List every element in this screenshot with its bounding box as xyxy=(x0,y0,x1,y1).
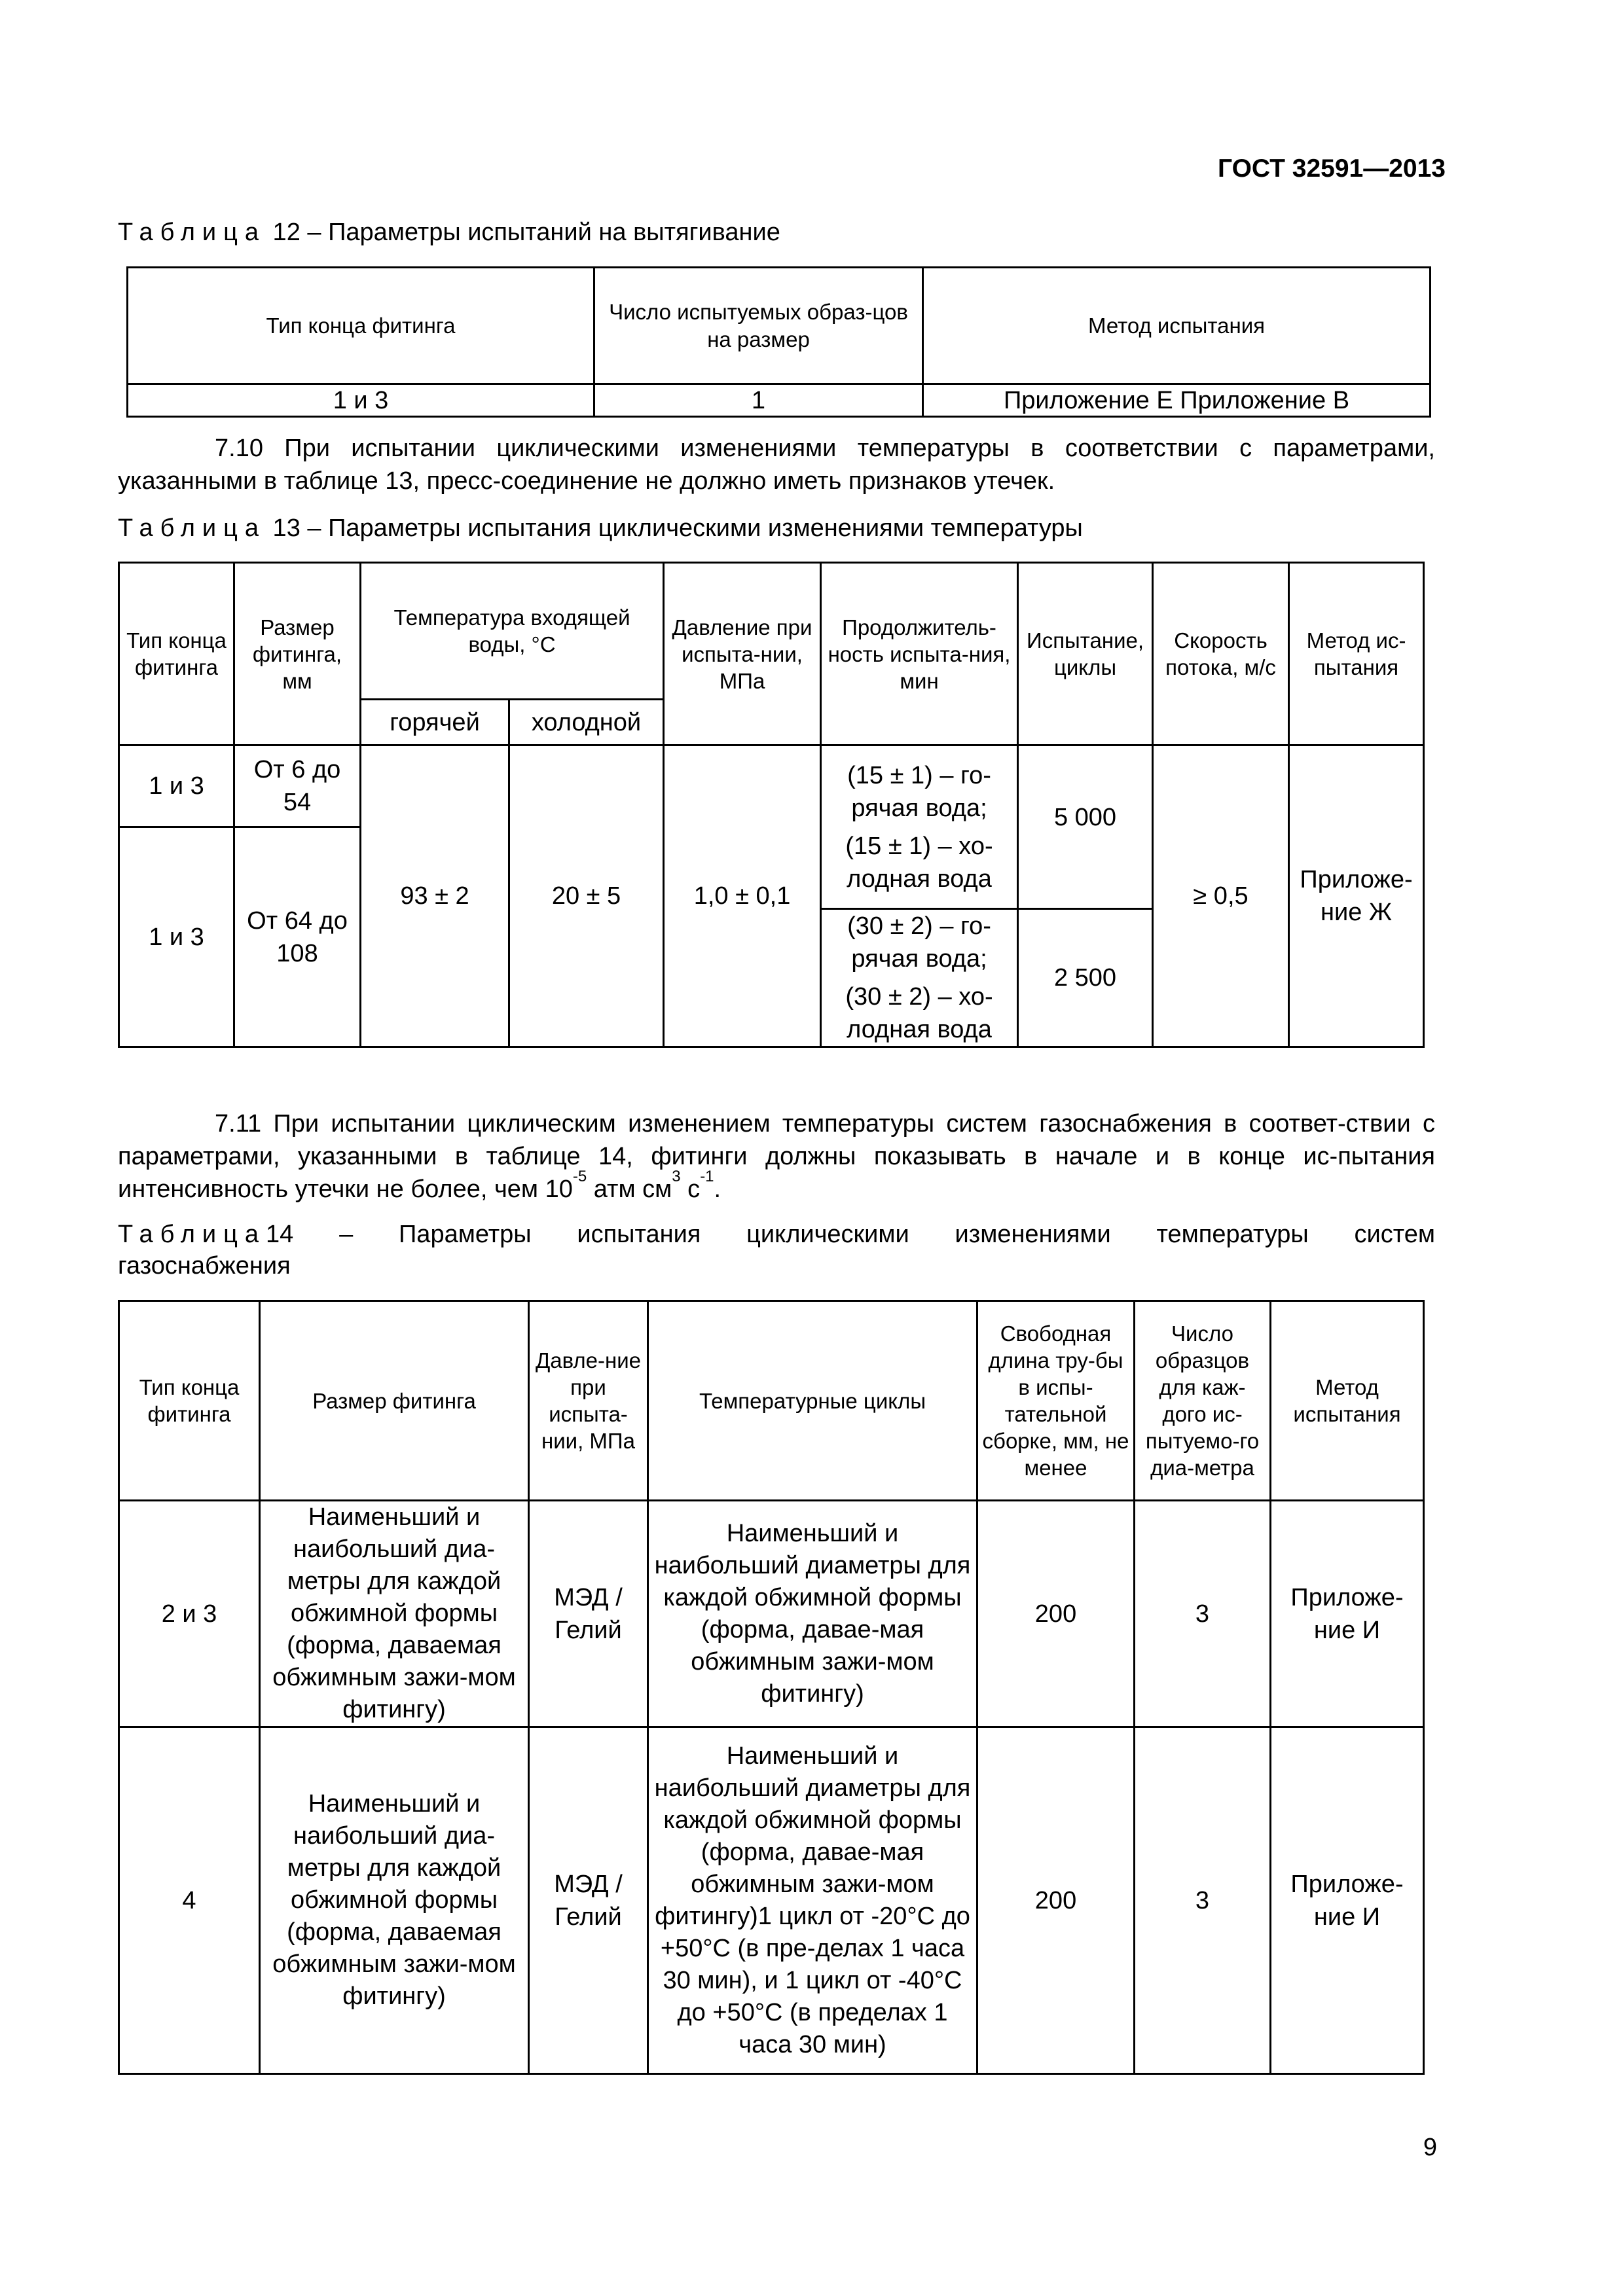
table14-row2-cycles: Наименьший и наибольший диаметры для каждой обжимной формы (форма, давае-мая обжимным зажи-мом фитингу)1 цикл от -20°С до +50°С (в пре-делах 1 часа 30 мин), и 1 цикл от -40°С до +50°С (в пределах 1 часа 30 мин) xyxy=(648,1727,977,2074)
table14-row1-type: 2 и 3 xyxy=(119,1501,260,1727)
table13-duration-2-cold: (30 ± 2) – хо-лодная вода xyxy=(845,983,993,1043)
table13-caption-text: 13 – Параметры испытания циклическими изменениями температуры xyxy=(266,514,1083,542)
table13-caption-word: Таблица xyxy=(118,514,266,542)
table14-row2-length: 200 xyxy=(977,1727,1135,2074)
exponent-3: -1 xyxy=(700,1168,714,1185)
table13-duration-1-hot: (15 ± 1) – го-рячая вода; xyxy=(847,761,991,822)
paragraph-7-10: 7.10 При испытании циклическими изменениями температуры в соответствии с параметрами, указанными в таблице 13, пресс-соединение не должно иметь признаков утечек. xyxy=(118,435,1435,495)
table14-header-cycles: Температурные циклы xyxy=(648,1301,977,1501)
table13-cell-hot: 93 ± 2 xyxy=(361,745,509,1047)
table14-row2-samples: 3 xyxy=(1135,1727,1271,2074)
table14-row2-pressure: МЭД / Гелий xyxy=(529,1727,648,2074)
table12-cell-method: Приложение Е Приложение В xyxy=(923,384,1431,417)
table14-header-size: Размер фитинга xyxy=(260,1301,529,1501)
table13-cell-duration-2 xyxy=(821,909,1018,1047)
paragraph-7-11-unit-2: с xyxy=(680,1175,701,1203)
table14-row2-type: 4 xyxy=(119,1727,260,2074)
table14-row1-size: Наименьший и наибольший диа-метры для каждой обжимной формы (форма, даваемая обжимным зажи-мом фитингу) xyxy=(260,1501,529,1727)
table13-cell-method: Приложе-ние Ж xyxy=(1289,745,1424,1047)
table13-cell-cycles-1: 5 000 xyxy=(1018,745,1153,909)
table12-caption xyxy=(118,219,780,247)
table12 xyxy=(126,266,1431,418)
table14-row2-method: Приложе-ние И xyxy=(1271,1727,1424,2074)
table12-cell-type: 1 и 3 xyxy=(128,384,594,417)
table14-row2-size: Наименьший и наибольший диа-метры для каждой обжимной формы (форма, даваемая обжимным зажи-мом фитингу) xyxy=(260,1727,529,2074)
table14-caption-text: 14 – Параметры испытания циклическими изменениями температуры систем газоснабжения xyxy=(118,1221,1435,1280)
table14-header-samples: Число образцов для каж-дого ис-пытуемо-го диа-метра xyxy=(1135,1301,1271,1501)
table13-header-speed: Скорость потока, м/с xyxy=(1153,563,1289,745)
table14-row1-method: Приложе-ние И xyxy=(1271,1501,1424,1727)
table13 xyxy=(118,562,1425,1048)
table13-duration-2-hot: (30 ± 2) – го-рячая вода; xyxy=(847,912,991,973)
exponent-1: -5 xyxy=(572,1168,587,1185)
table12-header-type: Тип конца фитинга xyxy=(128,268,594,384)
table14-header-method: Метод испытания xyxy=(1271,1301,1424,1501)
table13-header-temperature: Температура входящей воды, °С xyxy=(361,563,664,700)
table13-caption xyxy=(118,514,1083,543)
table14-row1-samples: 3 xyxy=(1135,1501,1271,1727)
table13-duration-1-cold: (15 ± 1) – хо-лодная вода xyxy=(845,832,993,893)
table12-cell-count: 1 xyxy=(594,384,923,417)
table14-header-pressure: Давле-ние при испыта-нии, МПа xyxy=(529,1301,648,1501)
table13-cell-duration-1 xyxy=(821,745,1018,909)
table14-header-type: Тип конца фитинга xyxy=(119,1301,260,1501)
table13-cell-cold: 20 ± 5 xyxy=(509,745,664,1047)
table13-cell-type-2: 1 и 3 xyxy=(119,827,234,1047)
table13-header-pressure: Давление при испыта-нии, МПа xyxy=(664,563,821,745)
table14-caption xyxy=(118,1219,1435,1282)
table13-cell-pressure: 1,0 ± 0,1 xyxy=(664,745,821,1047)
table13-header-size: Размер фитинга, мм xyxy=(234,563,361,745)
paragraph-7-11-unit: атм см xyxy=(587,1175,672,1203)
table14-row1-pressure: МЭД / Гелий xyxy=(529,1501,648,1727)
table14-caption-word: Таблица xyxy=(118,1221,266,1248)
table13-cell-size-1: От 6 до 54 xyxy=(234,745,361,827)
table14-header-length: Свободная длина тру-бы в испы-тательной сборке, мм, не менее xyxy=(977,1301,1135,1501)
table13-header-method: Метод ис-пытания xyxy=(1289,563,1424,745)
paragraph-7-11 xyxy=(118,1107,1435,1206)
table12-header-method: Метод испытания xyxy=(923,268,1431,384)
table13-header-cycles: Испытание, циклы xyxy=(1018,563,1153,745)
table13-cell-size-2: От 64 до 108 xyxy=(234,827,361,1047)
document-id: ГОСТ 32591—2013 xyxy=(1218,154,1446,183)
table12-caption-text: 12 – Параметры испытаний на вытягивание xyxy=(266,219,780,246)
table13-cell-speed: ≥ 0,5 xyxy=(1153,745,1289,1047)
table12-header-count: Число испытуемых образ-цов на размер xyxy=(594,268,923,384)
table14-row1-cycles: Наименьший и наибольший диаметры для каждой обжимной формы (форма, давае-мая обжимным зажи-мом фитингу) xyxy=(648,1501,977,1727)
table13-header-type: Тип конца фитинга xyxy=(119,563,234,745)
table13-header-cold: холодной xyxy=(509,700,664,745)
page-number: 9 xyxy=(1423,2134,1437,2161)
table13-cell-type-1: 1 и 3 xyxy=(119,745,234,827)
table13-header-duration: Продолжитель-ность испыта-ния, мин xyxy=(821,563,1018,745)
exponent-2: 3 xyxy=(672,1168,681,1185)
table14 xyxy=(118,1300,1425,2075)
table12-caption-word: Таблица xyxy=(118,219,266,246)
paragraph-7-11-end: . xyxy=(714,1175,721,1203)
table13-cell-cycles-2: 2 500 xyxy=(1018,909,1153,1047)
table13-header-hot: горячей xyxy=(361,700,509,745)
table14-row1-length: 200 xyxy=(977,1501,1135,1727)
paragraph-7-11-text: 7.11 При испытании циклическим изменением температуры систем газоснабжения в соответ-ствии с параметрами, указанными в таблице 14, фитинги должны показывать в начале и в конце ис-пытания интенсивность утечки не более, чем 10 xyxy=(118,1110,1435,1203)
